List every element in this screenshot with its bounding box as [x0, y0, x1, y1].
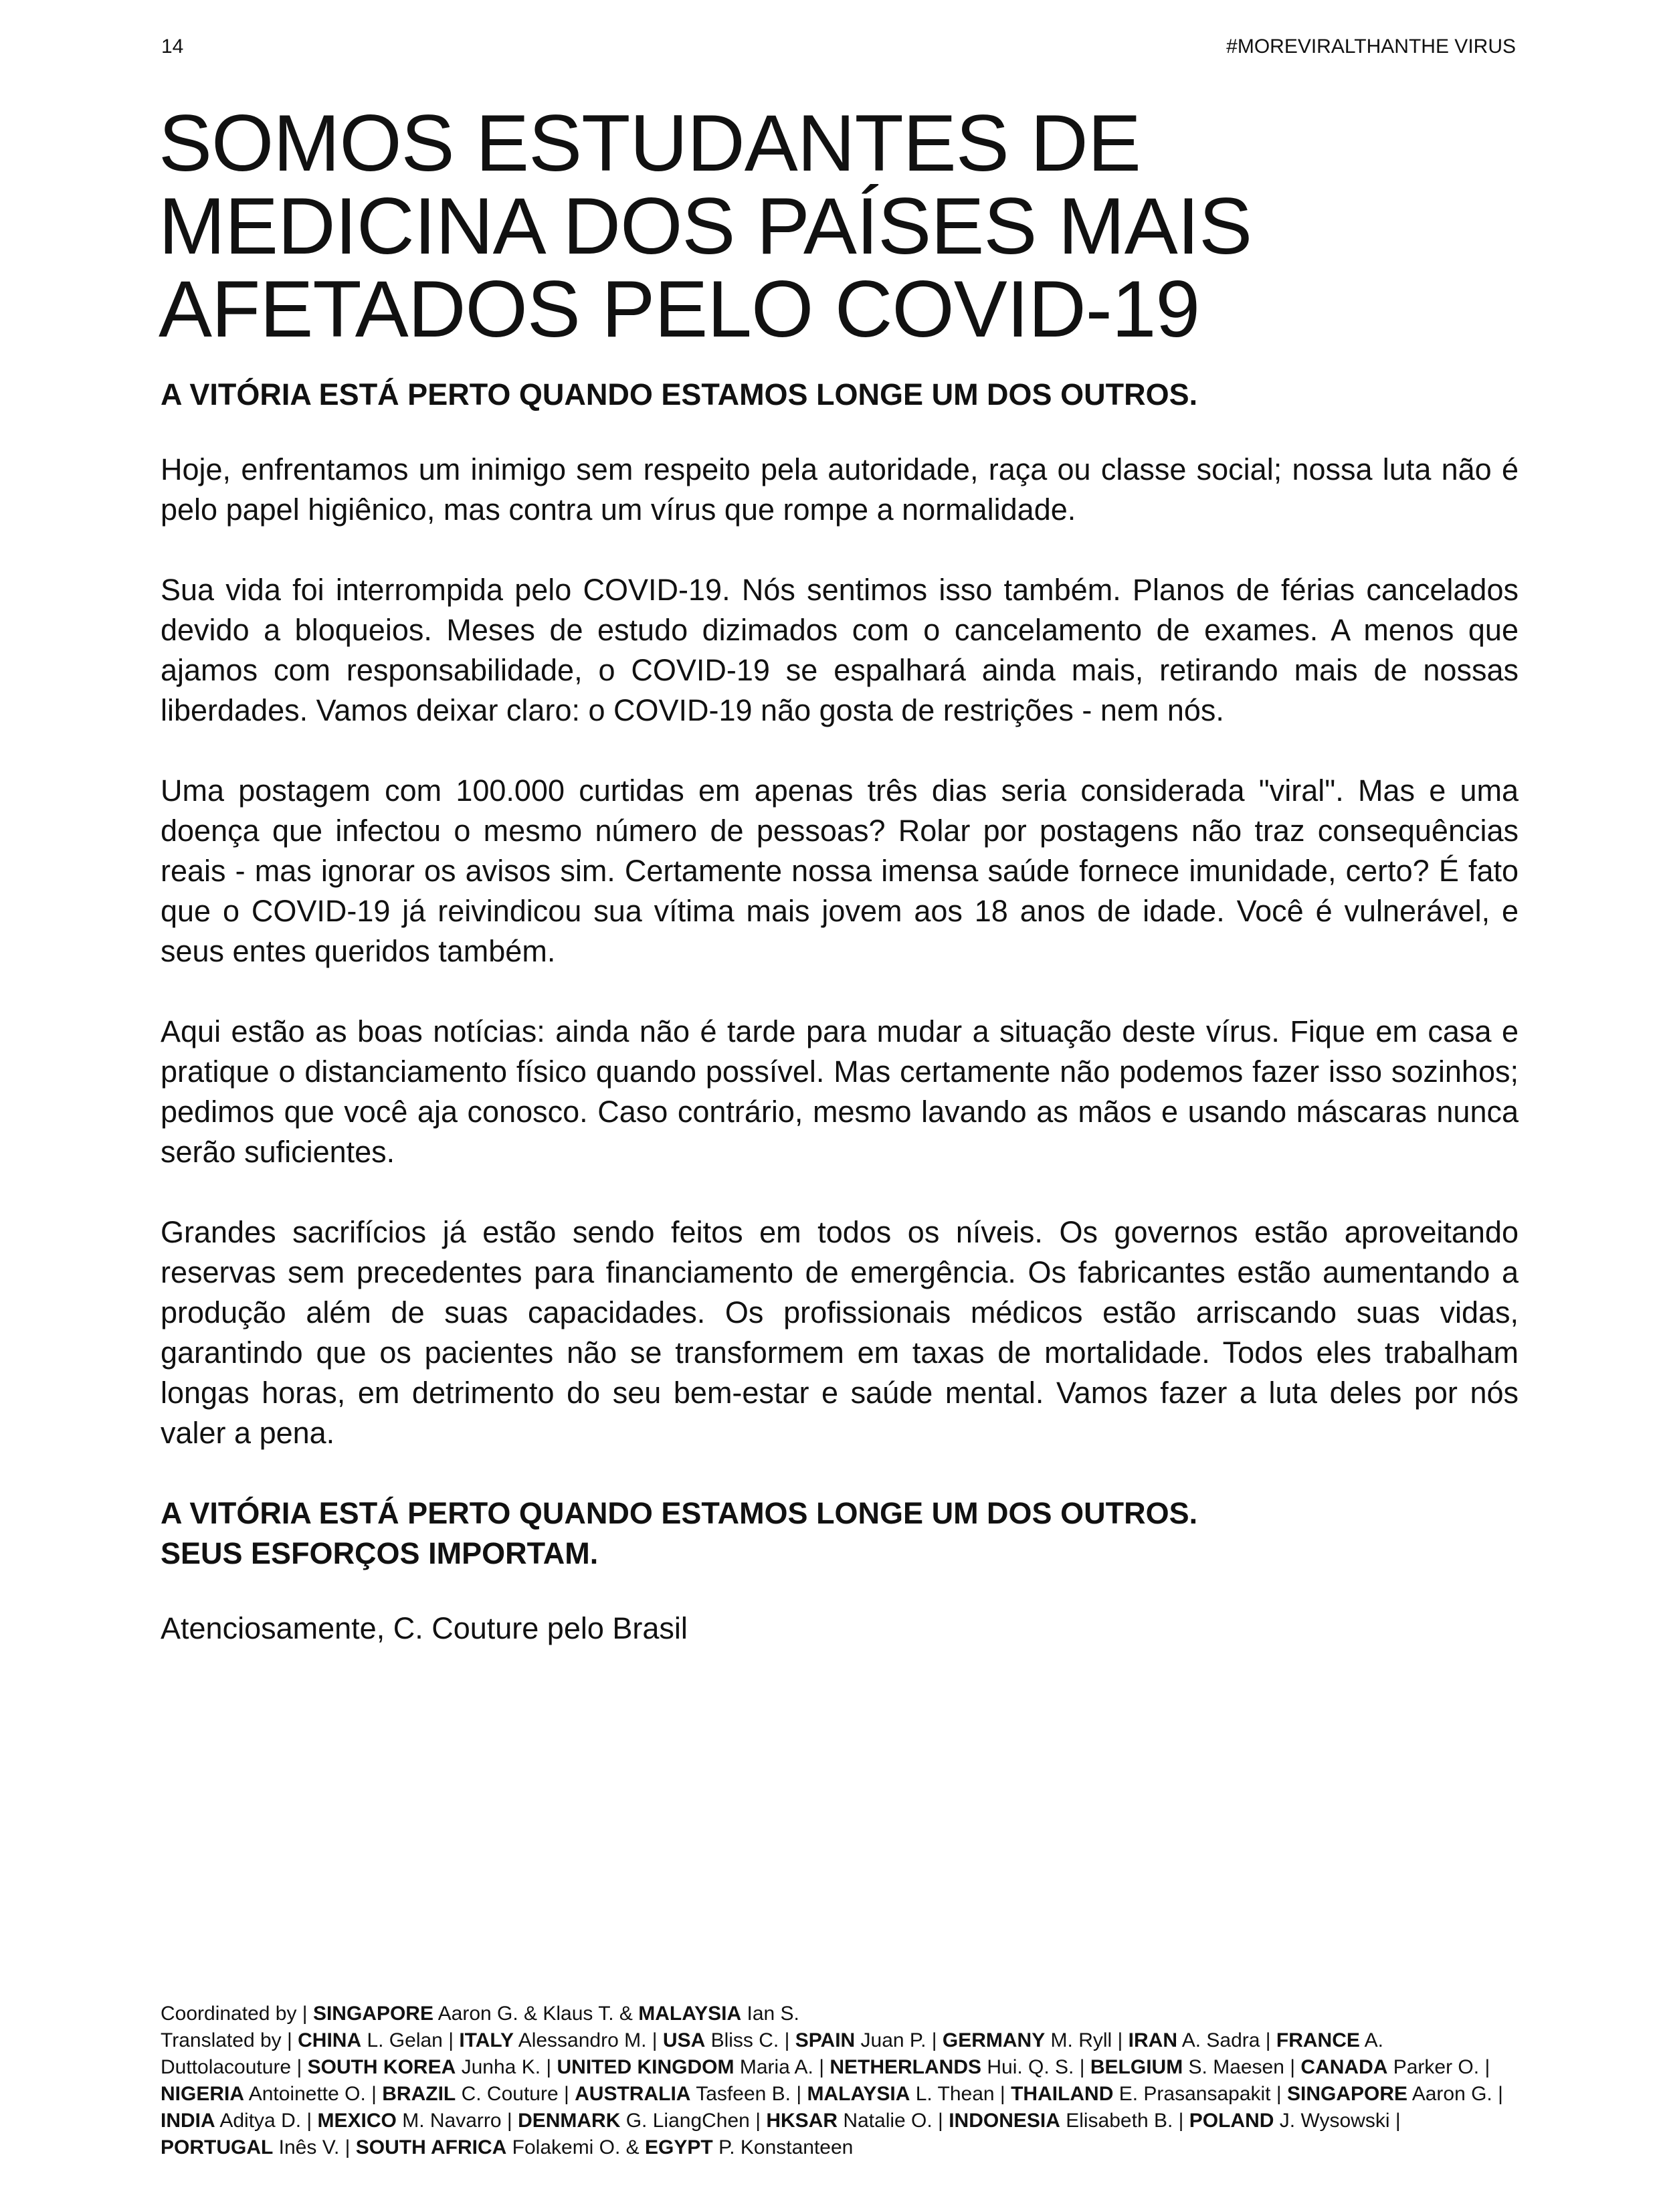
credit-country: THAILAND: [1011, 2083, 1114, 2105]
credit-country: SINGAPORE: [1286, 2083, 1408, 2105]
credit-names: Maria A. |: [734, 2056, 830, 2078]
credit-country: USA: [662, 2029, 706, 2051]
credit-country: GERMANY: [942, 2029, 1046, 2051]
credit-country: POLAND: [1189, 2110, 1274, 2132]
credit-country: SOUTH KOREA: [307, 2056, 456, 2078]
coordinated-by-line: [161, 2001, 1519, 2027]
title-line: AFETADOS PELO COVID-19: [159, 264, 1200, 354]
credit-names: Juan P. |: [855, 2029, 943, 2051]
paragraph: Sua vida foi interrompida pelo COVID-19. Nós sentimos isso também. Planos de férias cancelados devido a bloqueios. Meses de estudo dizimados com o cancelamento de exames. A menos que ajamos com responsabilidade, o COVID-19 se espalhará ainda mais, retirando mais de nossas liberdades. Vamos deixar claro: o COVID-19 não gosta de restrições - nem nós.: [161, 573, 1519, 727]
credit-names: C. Couture |: [456, 2083, 575, 2105]
page-number: 14: [161, 35, 184, 58]
credit-country: MALAYSIA: [807, 2083, 910, 2105]
credit-names: Aditya D. |: [215, 2110, 318, 2132]
translated-label: Translated by |: [161, 2029, 298, 2051]
credit-names: Bliss C. |: [705, 2029, 795, 2051]
translated-by-line: [161, 2027, 1519, 2161]
credit-country: BELGIUM: [1090, 2056, 1183, 2078]
credit-country: MALAYSIA: [638, 2003, 742, 2025]
credit-country: ITALY: [459, 2029, 514, 2051]
credit-names: E. Prasansapakit |: [1113, 2083, 1287, 2105]
letter-body: [161, 375, 1519, 1649]
credit-names: Parker O. |: [1387, 2056, 1490, 2078]
credits: [161, 2001, 1519, 2161]
credit-names: Ian S.: [741, 2003, 799, 2025]
subtitle: A VITÓRIA ESTÁ PERTO QUANDO ESTAMOS LONGE UM DOS OUTROS.: [161, 377, 1198, 411]
credit-names: G. LiangChen |: [620, 2110, 767, 2132]
signoff: Atenciosamente, C. Couture pelo Brasil: [161, 1611, 688, 1645]
title-line: SOMOS ESTUDANTES DE: [159, 98, 1141, 188]
credit-names: Junha K. |: [456, 2056, 557, 2078]
credit-country: CHINA: [298, 2029, 362, 2051]
credit-country: IRAN: [1128, 2029, 1178, 2051]
credit-country: HKSAR: [766, 2110, 838, 2132]
credit-names: M. Navarro |: [396, 2110, 518, 2132]
credit-names: Folakemi O. &: [506, 2136, 646, 2158]
coordinated-label: Coordinated by |: [161, 2003, 313, 2025]
credit-country: SPAIN: [795, 2029, 856, 2051]
credit-names: Antoinette O. |: [244, 2083, 383, 2105]
credit-names: Aaron G. |: [1407, 2083, 1503, 2105]
credit-country: MEXICO: [317, 2110, 397, 2132]
paragraph: Aqui estão as boas notícias: ainda não é tarde para mudar a situação deste vírus. Fique em casa e pratique o distanciamento físico quando possível. Mas certamente não podemos fazer isso sozinhos; pedimos que você aja conosco. Caso contrário, mesmo lavando as mãos e usando máscaras nunca serão suficientes.: [161, 1014, 1519, 1169]
credit-country: NETHERLANDS: [830, 2056, 982, 2078]
credit-names: A. Duttolacouture |: [161, 2029, 1383, 2078]
closing-line: A VITÓRIA ESTÁ PERTO QUANDO ESTAMOS LONGE UM DOS OUTROS.: [161, 1496, 1198, 1530]
credit-names: Aaron G. & Klaus T. &: [433, 2003, 639, 2025]
credit-names: Elisabeth B. |: [1060, 2110, 1189, 2132]
credit-country: NIGERIA: [161, 2083, 245, 2105]
credit-names: J. Wysowski |: [1274, 2110, 1401, 2132]
credit-country: UNITED KINGDOM: [557, 2056, 735, 2078]
credit-country: PORTUGAL: [161, 2136, 274, 2158]
credit-country: SINGAPORE: [312, 2003, 433, 2025]
credit-country: INDONESIA: [949, 2110, 1060, 2132]
credit-names: L. Thean |: [910, 2083, 1011, 2105]
credit-country: SOUTH AFRICA: [355, 2136, 507, 2158]
credit-country: FRANCE: [1276, 2029, 1360, 2051]
credit-names: Tasfeen B. |: [690, 2083, 807, 2105]
paragraph: Grandes sacrifícios já estão sendo feitos em todos os níveis. Os governos estão aproveitando reservas sem precedentes para financiamento de emergência. Os fabricantes estão aumentando a produção além de suas capacidades. Os profissionais médicos estão arriscando suas vidas, garantindo que os pacientes não se transformem em taxas de mortalidade. Todos eles trabalham longas horas, em detrimento do seu bem-estar e saúde mental. Vamos fazer a luta deles por nós valer a pena.: [161, 1215, 1519, 1450]
paragraph: Uma postagem com 100.000 curtidas em apenas três dias seria considerada "viral". Mas e uma doença que infectou o mesmo número de pessoas? Rolar por postagens não traz consequências reais - mas ignorar os avisos sim. Certamente nossa imensa saúde fornece imunidade, certo? É fato que o COVID-19 já reivindicou sua vítima mais jovem aos 18 anos de idade. Você é vulnerável, e seus entes queridos também.: [161, 773, 1519, 968]
closing-statement: [161, 1493, 1519, 1574]
credit-names: Alessandro M. |: [514, 2029, 663, 2051]
credit-country: DENMARK: [518, 2110, 621, 2132]
credit-names: M. Ryll |: [1045, 2029, 1129, 2051]
credit-names: Hui. Q. S. |: [981, 2056, 1090, 2078]
credit-names: P. Konstanteen: [712, 2136, 854, 2158]
page-title: [159, 98, 1517, 354]
credit-names: A. Sadra |: [1177, 2029, 1276, 2051]
credit-country: AUSTRALIA: [575, 2083, 691, 2105]
credit-country: INDIA: [161, 2110, 215, 2132]
credit-country: CANADA: [1300, 2056, 1388, 2078]
credit-names: S. Maesen |: [1183, 2056, 1301, 2078]
credit-names: L. Gelan |: [361, 2029, 460, 2051]
paragraph: Hoje, enfrentamos um inimigo sem respeito pela autoridade, raça ou classe social; nossa luta não é pelo papel higiênico, mas contra um vírus que rompe a normalidade.: [161, 452, 1519, 527]
closing-line: SEUS ESFORÇOS IMPORTAM.: [161, 1536, 599, 1570]
title-line: MEDICINA DOS PAÍSES MAIS: [159, 181, 1252, 271]
credit-names: Natalie O. |: [838, 2110, 949, 2132]
credit-names: Inês V. |: [273, 2136, 356, 2158]
credit-country: EGYPT: [645, 2136, 713, 2158]
hashtag-header: #MOREVIRALTHANTHE VIRUS: [1226, 35, 1516, 58]
credit-country: BRAZIL: [382, 2083, 456, 2105]
